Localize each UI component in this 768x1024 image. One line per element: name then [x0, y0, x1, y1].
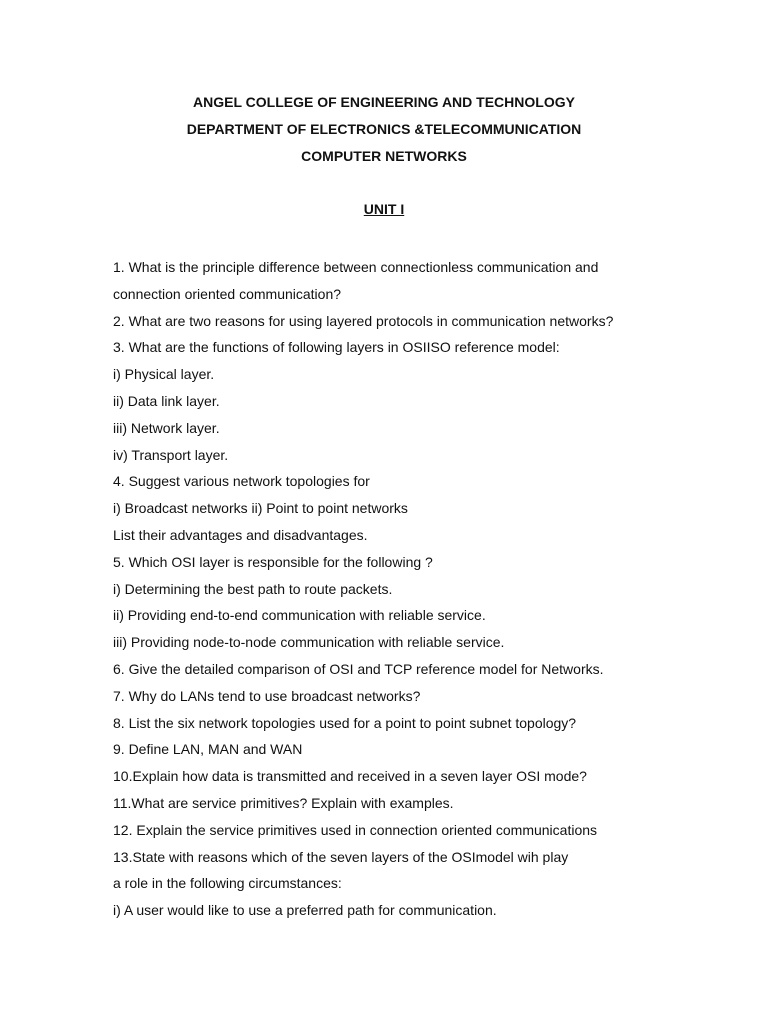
- question-line: 5. Which OSI layer is responsible for the following ?: [113, 553, 433, 570]
- college-title: ANGEL COLLEGE OF ENGINEERING AND TECHNOLOGY: [193, 94, 575, 110]
- question-line: 4. Suggest various network topologies for: [113, 473, 370, 490]
- question-line: iii) Network layer.: [113, 419, 220, 436]
- question-line: 9. Define LAN, MAN and WAN: [113, 741, 303, 758]
- question-line: 8. List the six network topologies used for a point to point subnet topology?: [113, 714, 577, 731]
- question-line: 10.Explain how data is transmitted and received in a seven layer OSI mode?: [113, 768, 587, 785]
- question-line: 13.State with reasons which of the seven layers of the OSImodel wih play: [113, 848, 569, 865]
- question-line: a role in the following circumstances:: [113, 875, 342, 892]
- question-line: 3. What are the functions of following layers in OSIISO reference model:: [113, 339, 560, 356]
- question-line: iv) Transport layer.: [113, 446, 229, 463]
- question-line: i) Determining the best path to route packets.: [113, 580, 393, 597]
- question-line: 12. Explain the service primitives used in connection oriented communications: [113, 821, 598, 838]
- question-line: connection oriented communication?: [113, 285, 342, 302]
- question-line: ii) Providing end-to-end communication with reliable service.: [113, 607, 486, 624]
- question-line: List their advantages and disadvantages.: [113, 526, 368, 543]
- question-line: 6. Give the detailed comparison of OSI and TCP reference model for Networks.: [113, 660, 604, 677]
- question-line: i) Broadcast networks ii) Point to point networks: [113, 500, 408, 517]
- question-line: ii) Data link layer.: [113, 392, 220, 409]
- department-title: DEPARTMENT OF ELECTRONICS &TELECOMMUNICATION: [186, 121, 582, 137]
- question-line: i) A user would like to use a preferred path for communication.: [113, 902, 497, 919]
- question-line: iii) Providing node-to-node communication with reliable service.: [113, 634, 505, 651]
- question-line: 1. What is the principle difference between connectionless communication and: [113, 259, 599, 275]
- question-line: 2. What are two reasons for using layered protocols in communication networks?: [113, 312, 614, 329]
- question-list: [113, 254, 753, 924]
- unit-heading: UNIT I: [363, 201, 405, 217]
- subject-title: COMPUTER NETWORKS: [301, 148, 467, 164]
- question-line: 11.What are service primitives? Explain with examples.: [113, 794, 454, 811]
- question-line: i) Physical layer.: [113, 366, 215, 383]
- question-line: 7. Why do LANs tend to use broadcast networks?: [113, 687, 421, 704]
